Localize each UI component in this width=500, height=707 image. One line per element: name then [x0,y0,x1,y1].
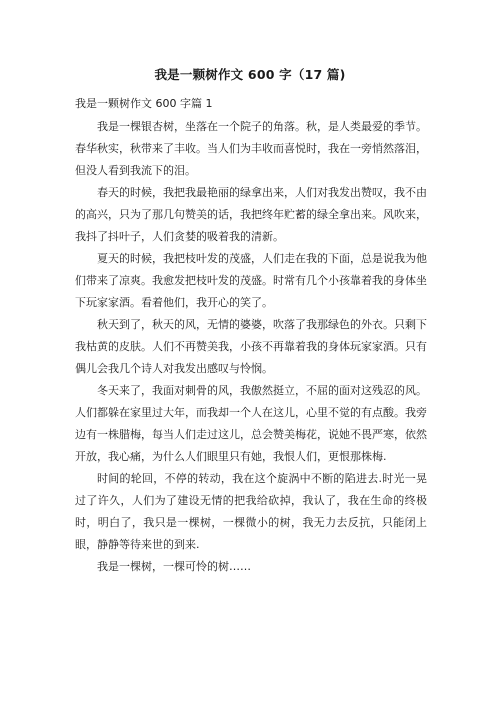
paragraph-5: 冬天来了，我面对刺骨的风，我傲然挺立，不屈的面对这残忍的风。人们都躲在家里过大年，而我却一个人在这儿，心里不觉的有点酸。我旁边有一株腊梅，每当人们走过这儿，总会赞美梅花，说她不畏严寒，依然开放，我心痛，为什么人们眼里只有她，我恨人们，更恨那株梅. [75,384,427,463]
paragraph-4: 秋天到了，秋天的风，无情的婆婆，吹落了我那绿色的外衣。只剩下我枯黄的皮肤。人们不再赞美我，小孩不再靠着我的身体玩家家酒。只有偶儿会我几个诗人对我发出感叹与怜悯。 [75,318,427,375]
article-body [75,116,427,578]
paragraph-6: 时间的轮回，不停的转动，我在这个旋涡中不断的陷进去.时光一晃过了许久，人们为了建设无情的把我给砍掉，我认了，我在生命的终极时，明白了，我只是一棵树，一棵微小的树，我无力去反抗，只能闭上眼，静静等待来世的到来. [75,472,427,551]
paragraph-1: 我是一棵银杏树，坐落在一个院子的角落。秋，是人类最爱的季节。春华秋实，秋带来了丰收。当人们为丰收而喜悦时，我在一旁悄然落泪，但没人看到我流下的泪。 [75,120,427,177]
document-title: 我是一颗树作文 600 字（17 篇) [154,67,346,82]
paragraph-7: 我是一棵树，一棵可怜的树…… [97,560,251,573]
paragraph-2: 春天的时候，我把我最艳丽的绿拿出来，人们对我发出赞叹，我不由的高兴，只为了那几句赞美的话，我把终年贮蓄的绿全拿出来。风吹来，我抖了抖叶子，人们贪婪的吸着我的清新。 [75,186,427,243]
paragraph-3: 夏天的时候，我把枝叶发的茂盛，人们走在我的下面，总是说我为他们带来了凉爽。我愈发把枝叶发的茂盛。时常有几个小孩靠着我的身体坐下玩家家酒。看着他们，我开心的笑了。 [75,252,427,309]
document-subtitle: 我是一颗树作文 600 字篇 1 [75,97,213,110]
